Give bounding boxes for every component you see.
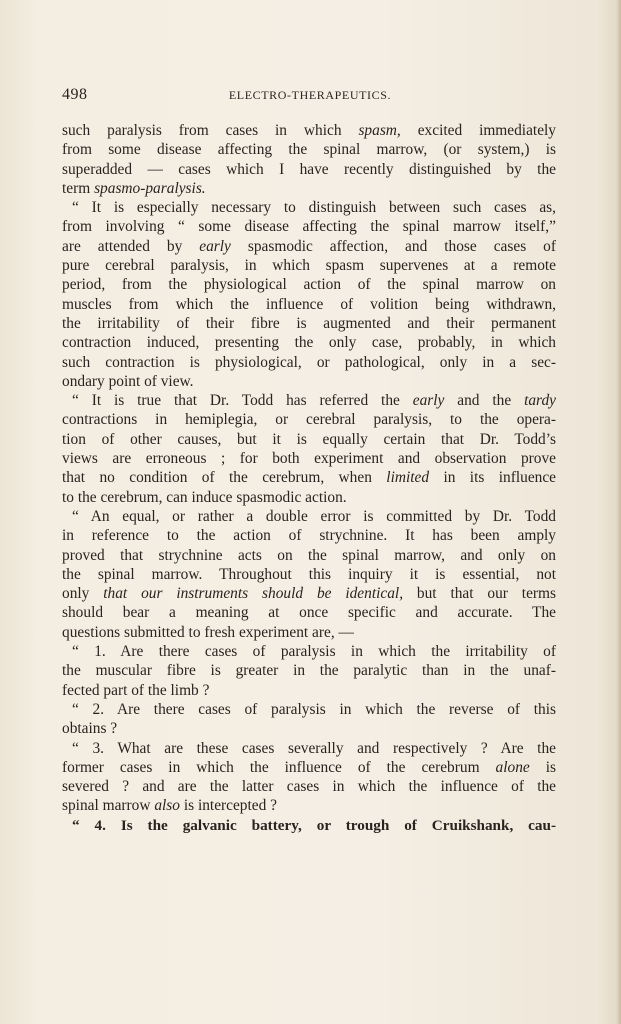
text-line — [62, 642, 556, 661]
text-segment: should bear a meaning at once specific and accurate. The — [62, 604, 556, 622]
italic-text: alone — [495, 758, 530, 776]
italic-text: spasmo-paralysis. — [94, 179, 206, 197]
text-line — [62, 237, 556, 256]
text-segment: the spinal marrow. Throughout this inquiry it is essential, not — [62, 565, 556, 583]
text-segment: spinal marrow — [62, 797, 155, 815]
text-line — [62, 584, 556, 603]
text-line — [62, 719, 556, 738]
page-edge-shadow — [616, 0, 621, 1024]
text-segment: ondary point of view. — [62, 372, 194, 390]
text-segment: “ It is especially necessary to distinguish between such cases as, — [72, 199, 556, 217]
text-line — [62, 758, 556, 777]
page-header — [62, 86, 558, 106]
text-line — [62, 121, 556, 140]
text-segment: in reference to the action of strychnine. It has been amply — [62, 527, 556, 545]
text-segment: such paralysis from cases in which — [62, 122, 359, 139]
text-line — [62, 430, 556, 449]
text-segment: contraction induced, presenting the only case, probably, in which — [62, 334, 556, 352]
italic-text: limited — [386, 469, 430, 487]
text-line — [62, 700, 556, 719]
text-segment: the muscular fibre is greater in the paralytic than in the unaf- — [62, 662, 556, 680]
text-line — [62, 507, 556, 526]
text-segment: muscles from which the influence of volition being withdrawn, — [62, 295, 556, 313]
text-segment: “ 4. Is the galvanic battery, or trough of Cruikshank, cau- — [72, 816, 556, 834]
text-line — [62, 449, 556, 468]
text-line — [62, 623, 556, 642]
text-segment: from involving “ some disease affecting the spinal marrow itself,” — [62, 218, 556, 236]
text-line — [62, 816, 556, 835]
text-segment: period, from the physiological action of the spinal marrow on — [62, 276, 556, 294]
text-segment: to the cerebrum, can induce spasmodic action. — [62, 488, 347, 506]
text-segment: such contraction is physiological, or pathological, only in a sec- — [62, 353, 556, 371]
text-line — [62, 777, 556, 796]
text-line — [62, 179, 556, 198]
text-segment: the irritability of their fibre is augmented and their permanent — [62, 314, 556, 332]
text-segment: tion of other causes, but it is equally certain that Dr. Todd’s — [62, 430, 556, 448]
text-segment: is intercepted ? — [179, 797, 277, 815]
text-line — [62, 565, 556, 584]
text-line — [62, 314, 556, 333]
text-segment: but that our terms — [403, 585, 556, 603]
text-segment: and the — [444, 392, 525, 410]
page-number: 498 — [62, 86, 88, 103]
text-segment: only — [62, 585, 104, 603]
text-line — [62, 468, 556, 487]
text-line — [62, 391, 556, 410]
text-segment: fected part of the limb ? — [62, 681, 210, 699]
text-segment: contractions in hemiplegia, or cerebral paralysis, to the opera- — [62, 411, 556, 429]
text-line — [62, 160, 556, 179]
text-segment: former cases in which the influence of the cerebrum — [62, 758, 496, 776]
body-text — [62, 121, 556, 835]
text-segment: “ 3. What are these cases severally and respectively ? Are the — [72, 739, 556, 757]
text-line — [62, 526, 556, 545]
text-line — [62, 256, 556, 275]
text-line — [62, 603, 556, 622]
italic-text: also — [154, 797, 180, 815]
italic-text: early — [199, 237, 231, 255]
text-segment: obtains ? — [62, 720, 118, 738]
text-segment: views are erroneous ; for both experiment and observation prove — [62, 450, 556, 468]
text-segment: questions submitted to fresh experiment are, — — [62, 623, 354, 641]
text-segment: term — [62, 179, 95, 197]
text-segment: superadded — cases which I have recently distinguished by the — [62, 160, 556, 178]
running-head: ELECTRO-THERAPEUTICS. — [228, 88, 392, 102]
text-line — [62, 140, 556, 159]
text-segment: “ 1. Are there cases of paralysis in which the irritability of — [72, 643, 556, 661]
italic-text: spasm, — [358, 122, 401, 139]
text-segment: excited immediately — [400, 122, 556, 139]
text-segment: spasmodic affection, and those cases of — [230, 237, 556, 255]
text-segment: from some disease affecting the spinal marrow, (or system,) is — [62, 141, 556, 159]
text-line — [62, 410, 556, 429]
text-line — [62, 661, 556, 680]
italic-text: early — [412, 392, 445, 410]
text-line — [62, 546, 556, 565]
text-line — [62, 198, 556, 217]
text-segment: “ 2. Are there cases of paralysis in which the reverse of this — [72, 700, 556, 718]
text-line — [62, 681, 556, 700]
text-line — [62, 333, 556, 352]
text-segment: “ It is true that Dr. Todd has referred the — [72, 392, 413, 410]
text-line — [62, 295, 556, 314]
italic-text: that our instruments should be identical, — [103, 585, 404, 603]
text-line — [62, 372, 556, 391]
text-segment: “ An equal, or rather a double error is committed by Dr. Todd — [72, 507, 556, 525]
text-line — [62, 739, 556, 758]
text-segment: severed ? and are the latter cases in which the influence of the — [62, 778, 556, 796]
text-segment: in its influence — [429, 469, 556, 487]
text-segment: proved that strychnine acts on the spinal marrow, and only on — [62, 546, 556, 564]
text-segment: is — [529, 758, 556, 776]
text-segment: that no condition of the cerebrum, when — [62, 469, 387, 487]
text-line — [62, 217, 556, 236]
text-line — [62, 275, 556, 294]
text-line — [62, 488, 556, 507]
text-segment: are attended by — [62, 237, 200, 255]
italic-text: tardy — [524, 392, 556, 410]
text-line — [62, 353, 556, 372]
text-segment: pure cerebral paralysis, in which spasm supervenes at a remote — [62, 257, 556, 275]
text-line — [62, 796, 556, 815]
